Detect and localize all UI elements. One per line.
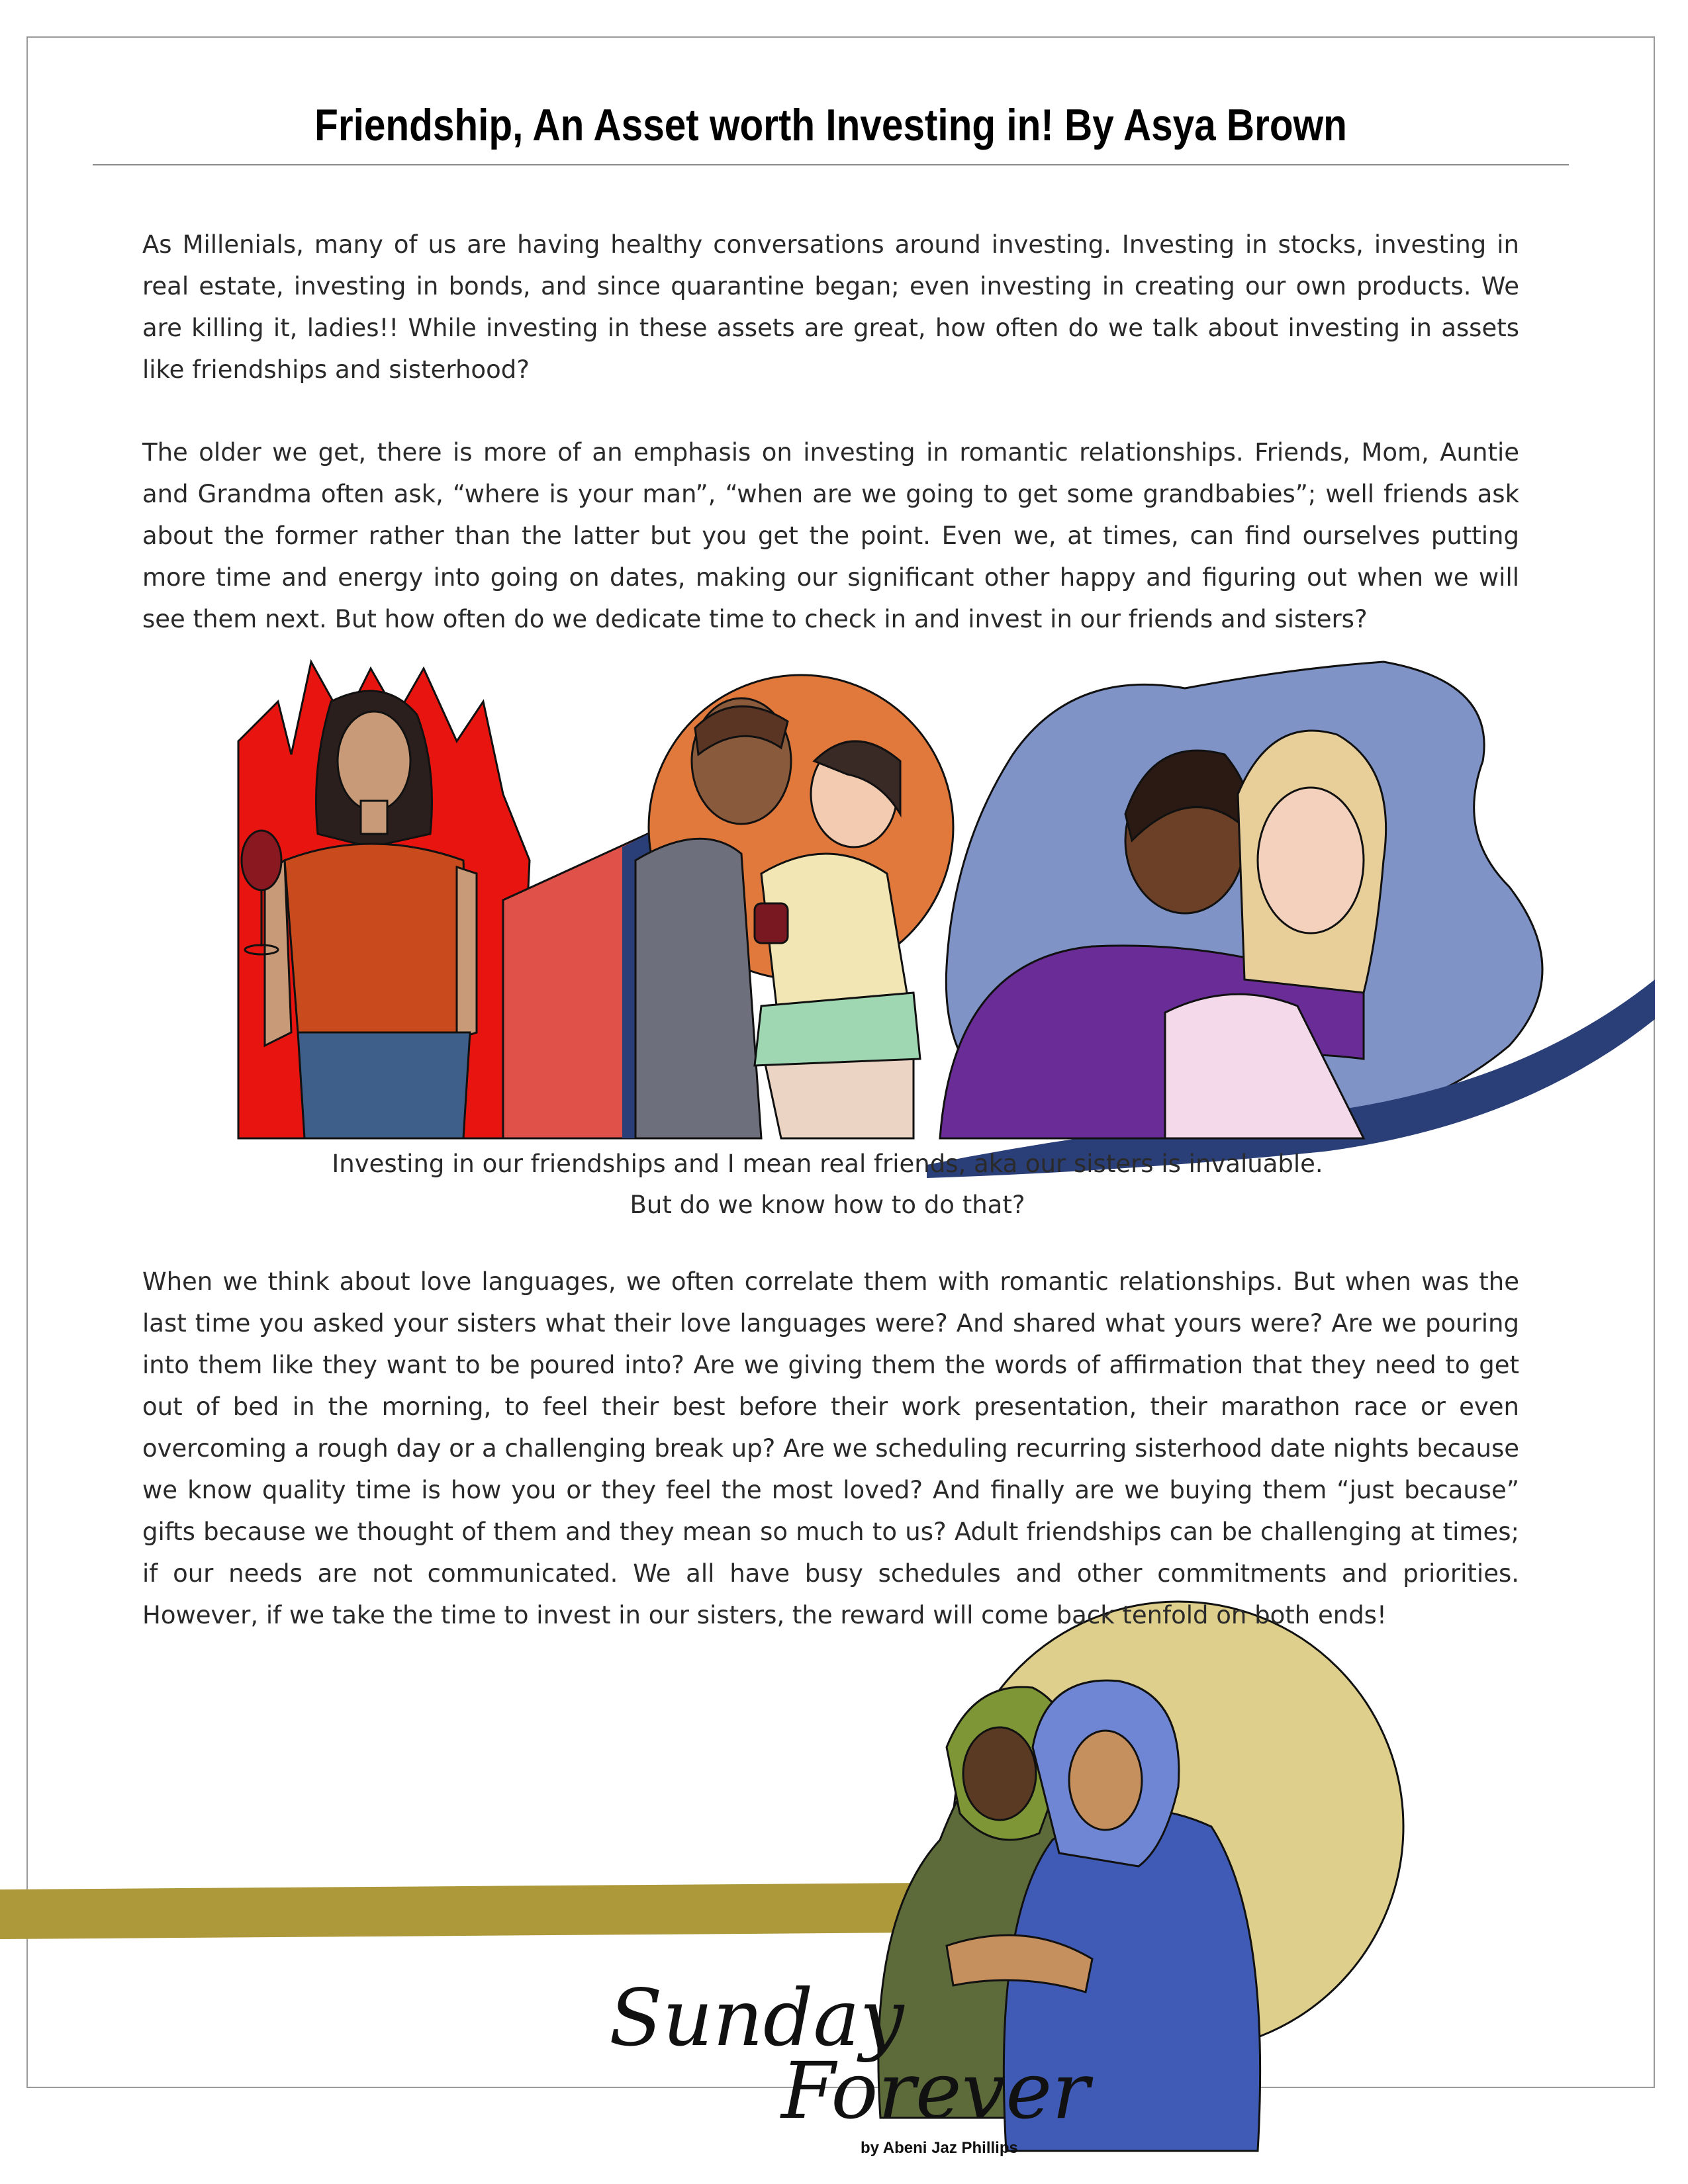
caption-line-2: But do we know how to do that? xyxy=(630,1191,1025,1219)
paragraph-romance: The older we get, there is more of an emphasis on investing in romantic relationships. Friends, Mom, Auntie and Grandma often ask, “where is your man”, “when are we going to get some grandbabies”; well friends ask about the former rather than the latter but you get the point. Even we, at times, can find ourselves putting more time and energy into going on dates, making our significant other happy and figuring out when we will see them next. But how often do we dedicate time to check in and invest in our friends and sisters? xyxy=(142,438,1519,633)
brand-byline: by Abeni Jaz Phillips xyxy=(861,2139,1018,2157)
page-title: Friendship, An Asset worth Investing in! By Asya Brown xyxy=(314,100,1347,150)
brand-logo-sunday: Sunday xyxy=(609,1972,904,2064)
gold-band xyxy=(0,1883,927,1939)
hugging-friends-illustration xyxy=(927,662,1655,1178)
paragraph-intro: As Millenials, many of us are having healthy conversations around investing. Investing in stocks, investing in real estate, investing in bonds, and since quarantine began; even investing in creating our own products. We are killing it, ladies!! While investing in these assets are great, how often do we talk about investing in assets like friendships and sisterhood? xyxy=(142,230,1519,384)
paragraph-love-languages: When we think about love languages, we often correlate them with romantic relationships. But when was the last time you asked your sisters what their love languages were? And shared what yours were? Are we pouring into them like they want to be poured into? Are we giving them the words of affirmation that they need to get out of bed in the morning, to feel their best before their work presentation, their marathon race or even overcoming a rough day or a challenging break up? Are we scheduling recurring sisterhood date nights because we know quality time is how you or they feel the most loved? And finally are we buying them “just because” gifts because we thought of them and they mean so much to us? Adult friendships can be challenging at times; if our needs are not communicated. We all have busy schedules and other commitments and priorities. However, if we take the time to invest in our sisters, the reward will come back tenfold on both ends! xyxy=(142,1267,1519,1629)
caption-line-1: Investing in our friendships and I mean real friends, aka our sisters is invaluable. xyxy=(332,1150,1323,1178)
couple-illustration xyxy=(635,675,953,1138)
illustration-caption xyxy=(199,1144,1456,1226)
brand-logo-forever: Forever xyxy=(781,2045,1090,2136)
